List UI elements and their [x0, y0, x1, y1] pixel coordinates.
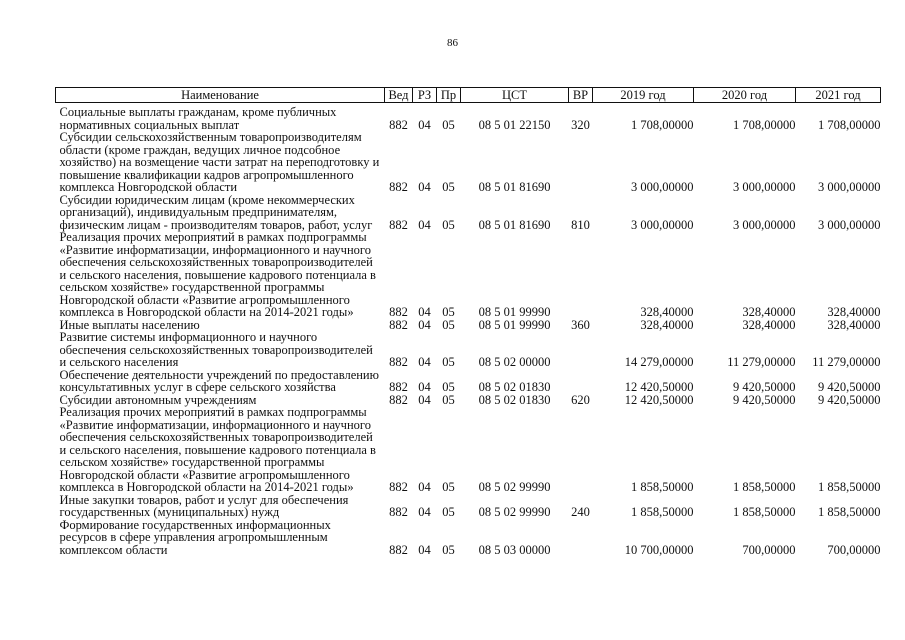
cell-2019: 328,40000 — [640, 305, 694, 319]
cell-2020: 3 000,00000 — [733, 180, 796, 194]
cell-vr — [569, 231, 593, 319]
cell-2020: 9 420,50000 — [733, 380, 796, 394]
column-header-cst: ЦСТ — [461, 88, 569, 103]
table-row — [56, 231, 881, 319]
cell-name: Реализация прочих мероприятий в рамках подпрограммы «Развитие информатизации, информационного и научного обеспечения сельскохозяйственных товаропроизводителей и сельского населения, повышение кадрового потенциала в сельском хозяйстве» государственной программы Новгородской области «Развитие агропромышленного комплекса в Новгородской области на 2014-2021 годы» — [59, 230, 376, 319]
cell-2020: 9 420,50000 — [733, 392, 796, 407]
table-row — [56, 494, 881, 519]
cell-2019: 12 420,50000 — [624, 392, 694, 407]
cell-2020: 328,40000 — [742, 317, 796, 332]
table-row — [56, 131, 881, 194]
column-header-vr: ВР — [569, 88, 593, 103]
table-row — [56, 406, 881, 494]
cell-rz: 04 — [418, 305, 431, 319]
cell-name: Субсидии сельскохозяйственным товаропроизводителям области (кроме граждан, ведущих личное подсобное хозяйство) на возмещение части затрат на переподготовку и повышение квалификации кадров агропромышленного комплекса Новгородской области — [59, 130, 380, 194]
cell-2021: 3 000,00000 — [818, 180, 881, 194]
cell-cst: 08 5 01 22150 — [478, 117, 551, 132]
cell-2021: 1 858,50000 — [818, 505, 881, 519]
cell-2020: 700,00000 — [742, 542, 796, 557]
cell-cst: 08 5 01 81690 — [478, 180, 551, 194]
cell-2019: 14 279,00000 — [624, 355, 694, 369]
table-row — [56, 194, 881, 232]
cell-2021: 328,40000 — [827, 317, 881, 332]
column-header-2020: 2020 год — [694, 88, 796, 103]
cell-pr: 05 — [442, 392, 455, 407]
column-header-ved: Вед — [385, 88, 413, 103]
cell-2021: 700,00000 — [827, 542, 881, 557]
cell-2019: 12 420,50000 — [624, 380, 694, 394]
cell-pr: 05 — [442, 505, 455, 519]
cell-vr: 620 — [571, 392, 590, 407]
cell-name: Социальные выплаты гражданам, кроме публичных нормативных социальных выплат — [59, 105, 337, 132]
cell-2021: 1 708,00000 — [818, 117, 881, 132]
cell-vr — [569, 331, 593, 369]
page-number: 86 — [447, 37, 458, 49]
cell-cst: 08 5 01 99990 — [478, 305, 551, 319]
cell-2020: 1 708,00000 — [733, 117, 796, 132]
column-header-name: Наименование — [56, 88, 385, 103]
cell-2020: 328,40000 — [742, 305, 796, 319]
cell-rz: 04 — [418, 217, 431, 232]
cell-2021: 11 279,00000 — [812, 355, 881, 369]
cell-pr: 05 — [442, 380, 455, 394]
cell-rz: 04 — [418, 505, 431, 519]
cell-cst: 08 5 03 00000 — [478, 542, 551, 557]
column-header-pr: Пр — [437, 88, 461, 103]
table-body — [56, 103, 881, 557]
cell-2021: 3 000,00000 — [818, 217, 881, 232]
cell-2020: 1 858,50000 — [733, 505, 796, 519]
cell-rz: 04 — [418, 480, 431, 494]
cell-ved: 882 — [389, 380, 408, 394]
cell-2021: 9 420,50000 — [818, 392, 881, 407]
cell-vr: 240 — [571, 505, 590, 519]
cell-cst: 08 5 02 99990 — [478, 480, 551, 494]
cell-pr: 05 — [442, 317, 455, 332]
cell-ved: 882 — [389, 480, 408, 494]
cell-2019: 10 700,00000 — [624, 542, 694, 557]
cell-2019: 1 708,00000 — [631, 117, 694, 132]
cell-2021: 328,40000 — [827, 305, 881, 319]
cell-2020: 3 000,00000 — [733, 217, 796, 232]
cell-name: Реализация прочих мероприятий в рамках подпрограммы «Развитие информатизации, информационного и научного обеспечения сельскохозяйственных товаропроизводителей и сельского населения, повышение кадрового потенциала в сельском хозяйстве» государственной программы Новгородской области «Развитие агропромышленного комплекса в Новгородской области на 2014-2021 годы» — [59, 405, 376, 494]
cell-vr — [569, 519, 593, 557]
cell-2021: 9 420,50000 — [818, 380, 881, 394]
cell-ved: 882 — [389, 542, 408, 557]
cell-pr: 05 — [442, 480, 455, 494]
column-header-2021: 2021 год — [796, 88, 881, 103]
cell-ved: 882 — [389, 355, 408, 369]
cell-vr: 810 — [571, 217, 590, 232]
cell-ved: 882 — [389, 392, 408, 407]
cell-name: Иные выплаты населению — [59, 317, 200, 332]
table-row — [56, 103, 881, 132]
cell-vr — [569, 131, 593, 194]
cell-ved: 882 — [389, 305, 408, 319]
table-row — [56, 331, 881, 369]
column-header-rz: РЗ — [413, 88, 437, 103]
cell-rz: 04 — [418, 117, 431, 132]
cell-cst: 08 5 01 81690 — [478, 217, 551, 232]
cell-name: Развитие системы информационного и научного обеспечения сельскохозяйственных товаропроизводителей и сельского населения — [59, 330, 373, 369]
table-row — [56, 519, 881, 557]
cell-cst: 08 5 02 00000 — [478, 355, 551, 369]
cell-name: Формирование государственных информационных ресурсов в сфере управления агропромышленным комплексом области — [59, 517, 331, 557]
cell-cst: 08 5 02 01830 — [478, 380, 551, 394]
cell-rz: 04 — [418, 355, 431, 369]
table-row — [56, 369, 881, 394]
cell-rz: 04 — [418, 392, 431, 407]
cell-2021: 1 858,50000 — [818, 480, 881, 494]
cell-ved: 882 — [389, 505, 408, 519]
cell-pr: 05 — [442, 117, 455, 132]
cell-2019: 3 000,00000 — [631, 180, 694, 194]
table-header-row — [56, 88, 881, 103]
cell-pr: 05 — [442, 305, 455, 319]
cell-2019: 328,40000 — [640, 317, 694, 332]
cell-rz: 04 — [418, 542, 431, 557]
cell-name: Обеспечение деятельности учреждений по предоставлению консультативных услуг в сфере сельского хозяйства — [59, 367, 379, 394]
cell-name: Субсидии автономным учреждениям — [59, 392, 257, 407]
cell-ved: 882 — [389, 117, 408, 132]
cell-name: Субсидии юридическим лицам (кроме некоммерческих организаций), индивидуальным предпринимателям, физическим лицам - производителям товаров, работ, услуг — [59, 192, 373, 232]
cell-cst: 08 5 02 01830 — [478, 392, 551, 407]
cell-pr: 05 — [442, 180, 455, 194]
cell-vr — [569, 406, 593, 494]
cell-ved: 882 — [389, 180, 408, 194]
cell-pr: 05 — [442, 217, 455, 232]
cell-rz: 04 — [418, 180, 431, 194]
cell-pr: 05 — [442, 542, 455, 557]
cell-name: Иные закупки товаров, работ и услуг для обеспечения государственных (муниципальных) нужд — [59, 492, 349, 519]
cell-vr — [569, 369, 593, 394]
budget-table — [55, 87, 881, 556]
cell-2019: 3 000,00000 — [631, 217, 694, 232]
cell-2020: 1 858,50000 — [733, 480, 796, 494]
cell-ved: 882 — [389, 317, 408, 332]
cell-rz: 04 — [418, 317, 431, 332]
cell-vr: 320 — [571, 117, 590, 132]
cell-pr: 05 — [442, 355, 455, 369]
cell-2020: 11 279,00000 — [727, 355, 796, 369]
cell-cst: 08 5 02 99990 — [478, 505, 551, 519]
cell-vr: 360 — [571, 317, 590, 332]
cell-ved: 882 — [389, 217, 408, 232]
cell-2019: 1 858,50000 — [631, 505, 694, 519]
cell-cst: 08 5 01 99990 — [478, 317, 551, 332]
cell-rz: 04 — [418, 380, 431, 394]
cell-2019: 1 858,50000 — [631, 480, 694, 494]
column-header-2019: 2019 год — [593, 88, 694, 103]
